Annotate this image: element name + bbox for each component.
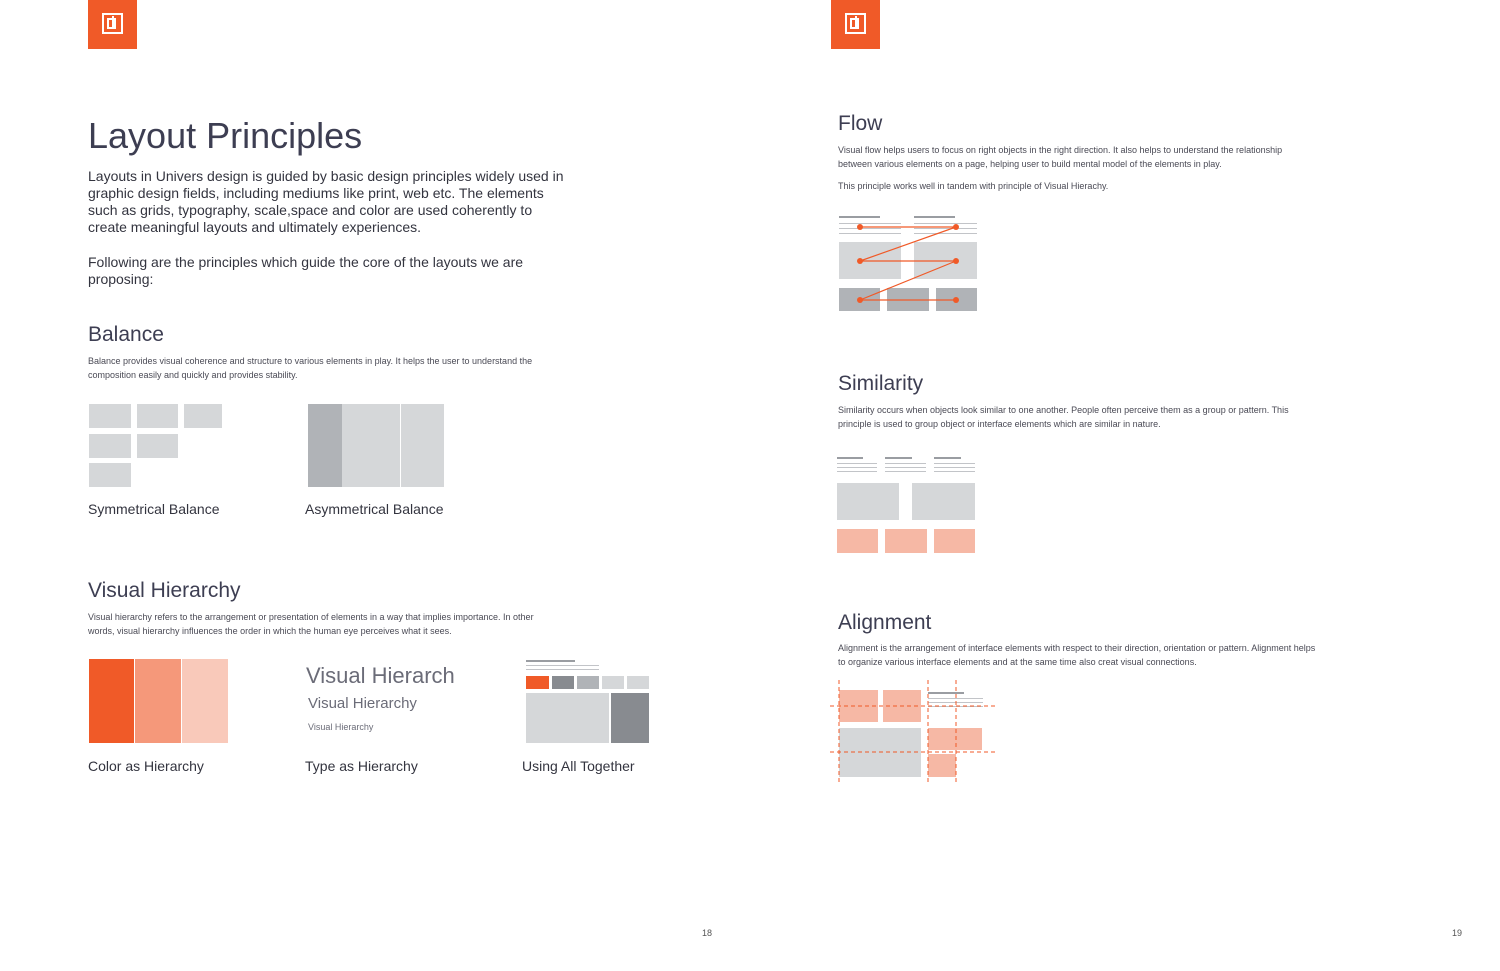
color-hierarchy-caption: Color as Hierarchy: [88, 758, 204, 774]
type-hierarchy-caption: Type as Hierarchy: [305, 758, 418, 774]
balance-heading: Balance: [88, 323, 164, 346]
flow-body: Visual flow helps users to focus on right objects in the right direction. It also helps to understand the relationship between various elements on a page, helping user to build mental model of the elements in play.: [838, 145, 1283, 169]
similarity-heading: Similarity: [838, 372, 924, 395]
alignment-heading: Alignment: [838, 611, 932, 634]
hierarchy-heading: Visual Hierarchy: [88, 579, 241, 602]
intro-paragraph-2: Following are the principles which guide the core of the layouts we are proposing:: [88, 254, 524, 287]
combined-hierarchy-caption: Using All Together: [522, 758, 635, 774]
alignment-body: Alignment is the arrangement of interface elements with respect to their direction, orientation or pattern. Alignment helps to organize various interface elements and at the same time also creat visual connections.: [838, 643, 1316, 667]
page-number-left: 18: [702, 928, 713, 938]
intro-paragraph-1: Layouts in Univers design is guided by basic design principles widely used in graphic design fields, including mediums like print, web etc. The elements such as grids, typography, scale,space and color are used coherently to create meaningful layouts and ultimately experiences.: [88, 168, 564, 235]
type-hierarchy-large: Visual Hierarch: [306, 663, 455, 688]
symmetrical-balance-caption: Symmetrical Balance: [88, 501, 220, 517]
page-title: Layout Principles: [88, 115, 363, 156]
page-number-right: 19: [1452, 928, 1463, 938]
book-logo-icon: [831, 0, 880, 49]
flow-heading: Flow: [838, 112, 883, 135]
balance-body: Balance provides visual coherence and structure to various elements in play. It helps the user to understand the composition easily and quickly and provides stability.: [88, 356, 533, 380]
type-hierarchy-small: Visual Hierarchy: [308, 722, 374, 732]
book-logo-icon: [88, 0, 137, 49]
asymmetrical-balance-caption: Asymmetrical Balance: [305, 501, 444, 517]
similarity-body: Similarity occurs when objects look similar to one another. People often perceive them as a group or pattern. This principle is used to group object or interface elements which are similar in nature.: [838, 405, 1289, 429]
flow-body-2: This principle works well in tandem with principle of Visual Hierachy.: [838, 181, 1109, 191]
type-hierarchy-medium: Visual Hierarchy: [308, 695, 417, 712]
hierarchy-body: Visual hierarchy refers to the arrangement or presentation of elements in a way that implies importance. In other words, visual hierarchy influences the order in which the human eye perceives what it sees.: [88, 612, 534, 636]
